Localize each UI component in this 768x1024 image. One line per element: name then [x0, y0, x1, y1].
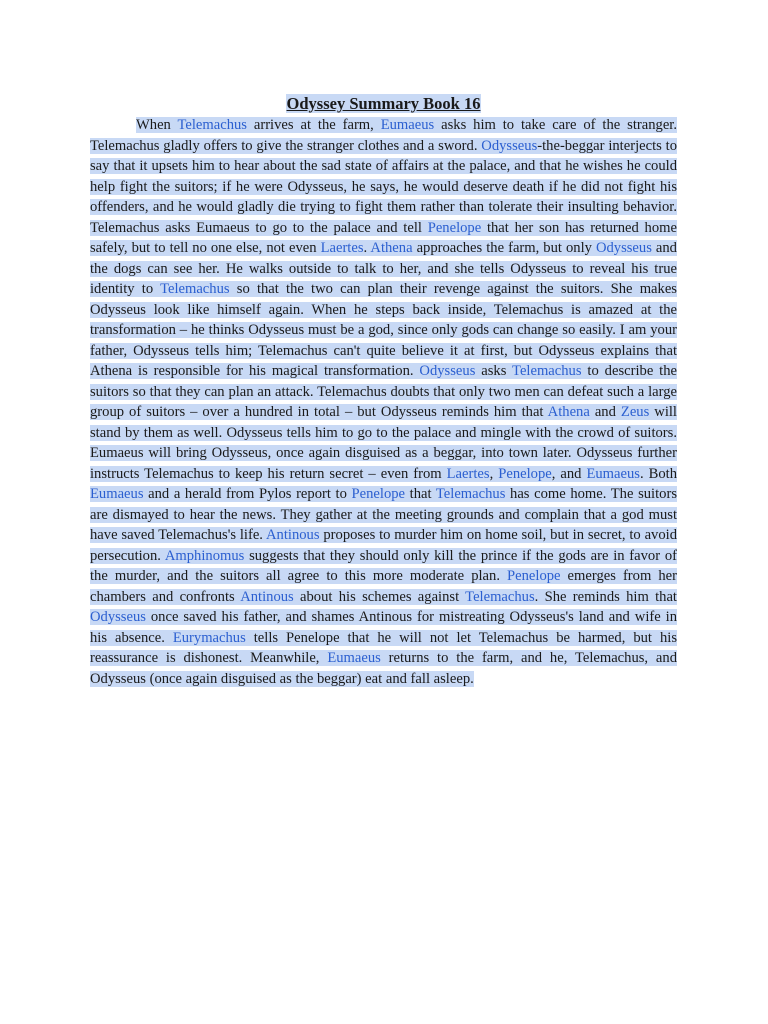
paragraph-text: has come home. The suitors are dismayed to hear the news. They gather at the meeting grounds and complain that a god must have saved Telemachus's life.: [90, 486, 677, 543]
character-link[interactable]: Telemachus: [160, 281, 230, 297]
document-title-text: Odyssey Summary Book 16: [286, 94, 481, 113]
paragraph-text: emerges from her chambers and confronts: [90, 568, 677, 605]
character-link[interactable]: Odysseus: [481, 137, 538, 154]
paragraph-text: When: [136, 117, 178, 133]
character-link[interactable]: Antinous: [266, 527, 320, 543]
character-link[interactable]: Laertes: [320, 240, 364, 256]
paragraph-text: and: [589, 404, 621, 420]
paragraph-text: asks him to take care of the stranger. Telemachus gladly offers to give the stranger clothes and a sword.: [90, 117, 677, 154]
paragraph-text: arrives at the farm,: [246, 117, 381, 133]
paragraph-text: and the dogs can see her. He walks outside to talk to her, and she tells Odysseus to reveal his true identity to: [90, 240, 677, 297]
document-page: [90, 94, 677, 689]
character-link[interactable]: Penelope: [507, 568, 561, 584]
character-link[interactable]: Antinous: [240, 588, 294, 605]
paragraph-text: to describe the suitors so that they can plan an attack. Telemachus doubts that only two men can defeat such a large group of suitors – over a hundred in total – but Odysseus reminds him that: [90, 363, 678, 420]
paragraph-text: will stand by them as well. Odysseus tells him to go to the palace and mingle with the crowd of suitors. Eumaeus will bring Odysseus, once again disguised as a beggar, into town later. Odysseus further instructs Telemachus to keep his return secret – even from: [90, 404, 677, 482]
character-link[interactable]: Telemachus: [512, 363, 582, 379]
character-link[interactable]: Odysseus: [595, 240, 652, 256]
paragraph-text: once saved his father, and shames Antinous for mistreating Odysseus's land and wife in his absence.: [90, 609, 677, 646]
selected-text: [90, 117, 677, 687]
character-link[interactable]: Athena: [547, 404, 590, 420]
character-link[interactable]: Zeus: [620, 404, 650, 420]
character-link[interactable]: Telemachus: [177, 117, 247, 133]
character-link[interactable]: Eumaeus: [380, 117, 435, 133]
summary-paragraph: [90, 115, 677, 689]
paragraph-text: .: [363, 240, 371, 256]
paragraph-text: . Both: [639, 465, 677, 482]
paragraph-text: tells Penelope that he will not let Telemachus be harmed, but his reassurance is dishonest. Meanwhile,: [90, 629, 677, 666]
paragraph-text: . She reminds him that: [534, 588, 677, 605]
character-link[interactable]: Odysseus: [419, 363, 476, 379]
paragraph-text: that her son has returned home safely, but to tell no one else, not even: [90, 219, 677, 256]
character-link[interactable]: Eurymachus: [172, 629, 246, 646]
character-link[interactable]: Odysseus: [90, 609, 146, 625]
paragraph-text: approaches the farm, but only: [412, 240, 596, 256]
character-link[interactable]: Penelope: [427, 219, 482, 236]
character-link[interactable]: Amphinomus: [164, 547, 245, 564]
paragraph-text: ,: [489, 465, 499, 482]
character-link[interactable]: Athena: [370, 240, 413, 256]
character-link[interactable]: Penelope: [498, 465, 552, 482]
character-link[interactable]: Laertes: [446, 465, 490, 482]
paragraph-text: and a herald from Pylos report to: [143, 486, 352, 502]
document-title: [90, 94, 677, 114]
paragraph-text: proposes to murder him on home soil, but in secret, to avoid persecution.: [90, 527, 677, 564]
paragraph-text: that: [405, 486, 436, 502]
paragraph-text: returns to the farm, and he, Telemachus, and Odysseus (once again disguised as the beggar) eat and fall asleep.: [90, 650, 678, 687]
paragraph-text: asks: [475, 363, 513, 379]
paragraph-text: , and: [551, 465, 587, 482]
paragraph-text: so that the two can plan their revenge against the suitors. She makes Odysseus look like himself again. When he steps back inside, Telemachus is amazed at the transformation – he thinks Odysseus must be a god, since only gods can change so easily. I am your father, Odysseus tells him; Telemachus can't quite believe it at first, but Odysseus explains that Athena is responsible for his magical transformation.: [90, 281, 677, 379]
paragraph-text: about his schemes against: [293, 588, 466, 605]
character-link[interactable]: Eumaeus: [90, 486, 144, 502]
paragraph-text: suggests that they should only kill the prince if the gods are in favor of the murder, and the suitors all agree to this more moderate plan.: [90, 547, 677, 584]
character-link[interactable]: Penelope: [351, 486, 406, 502]
paragraph-text: -the-beggar interjects to say that it upsets him to hear about the sad state of affairs at the palace, and that he wishes he could help fight the suitors; if he were Odysseus, he says, he would deserve death if he did not fight his offenders, and he would gladly die trying to fight them rather than tolerate their insulting behavior. Telemachus asks Eumaeus to go to the palace and tell: [90, 137, 677, 236]
character-link[interactable]: Eumaeus: [327, 650, 381, 666]
character-link[interactable]: Telemachus: [465, 588, 535, 605]
character-link[interactable]: Telemachus: [435, 486, 506, 502]
character-link[interactable]: Eumaeus: [586, 465, 640, 482]
